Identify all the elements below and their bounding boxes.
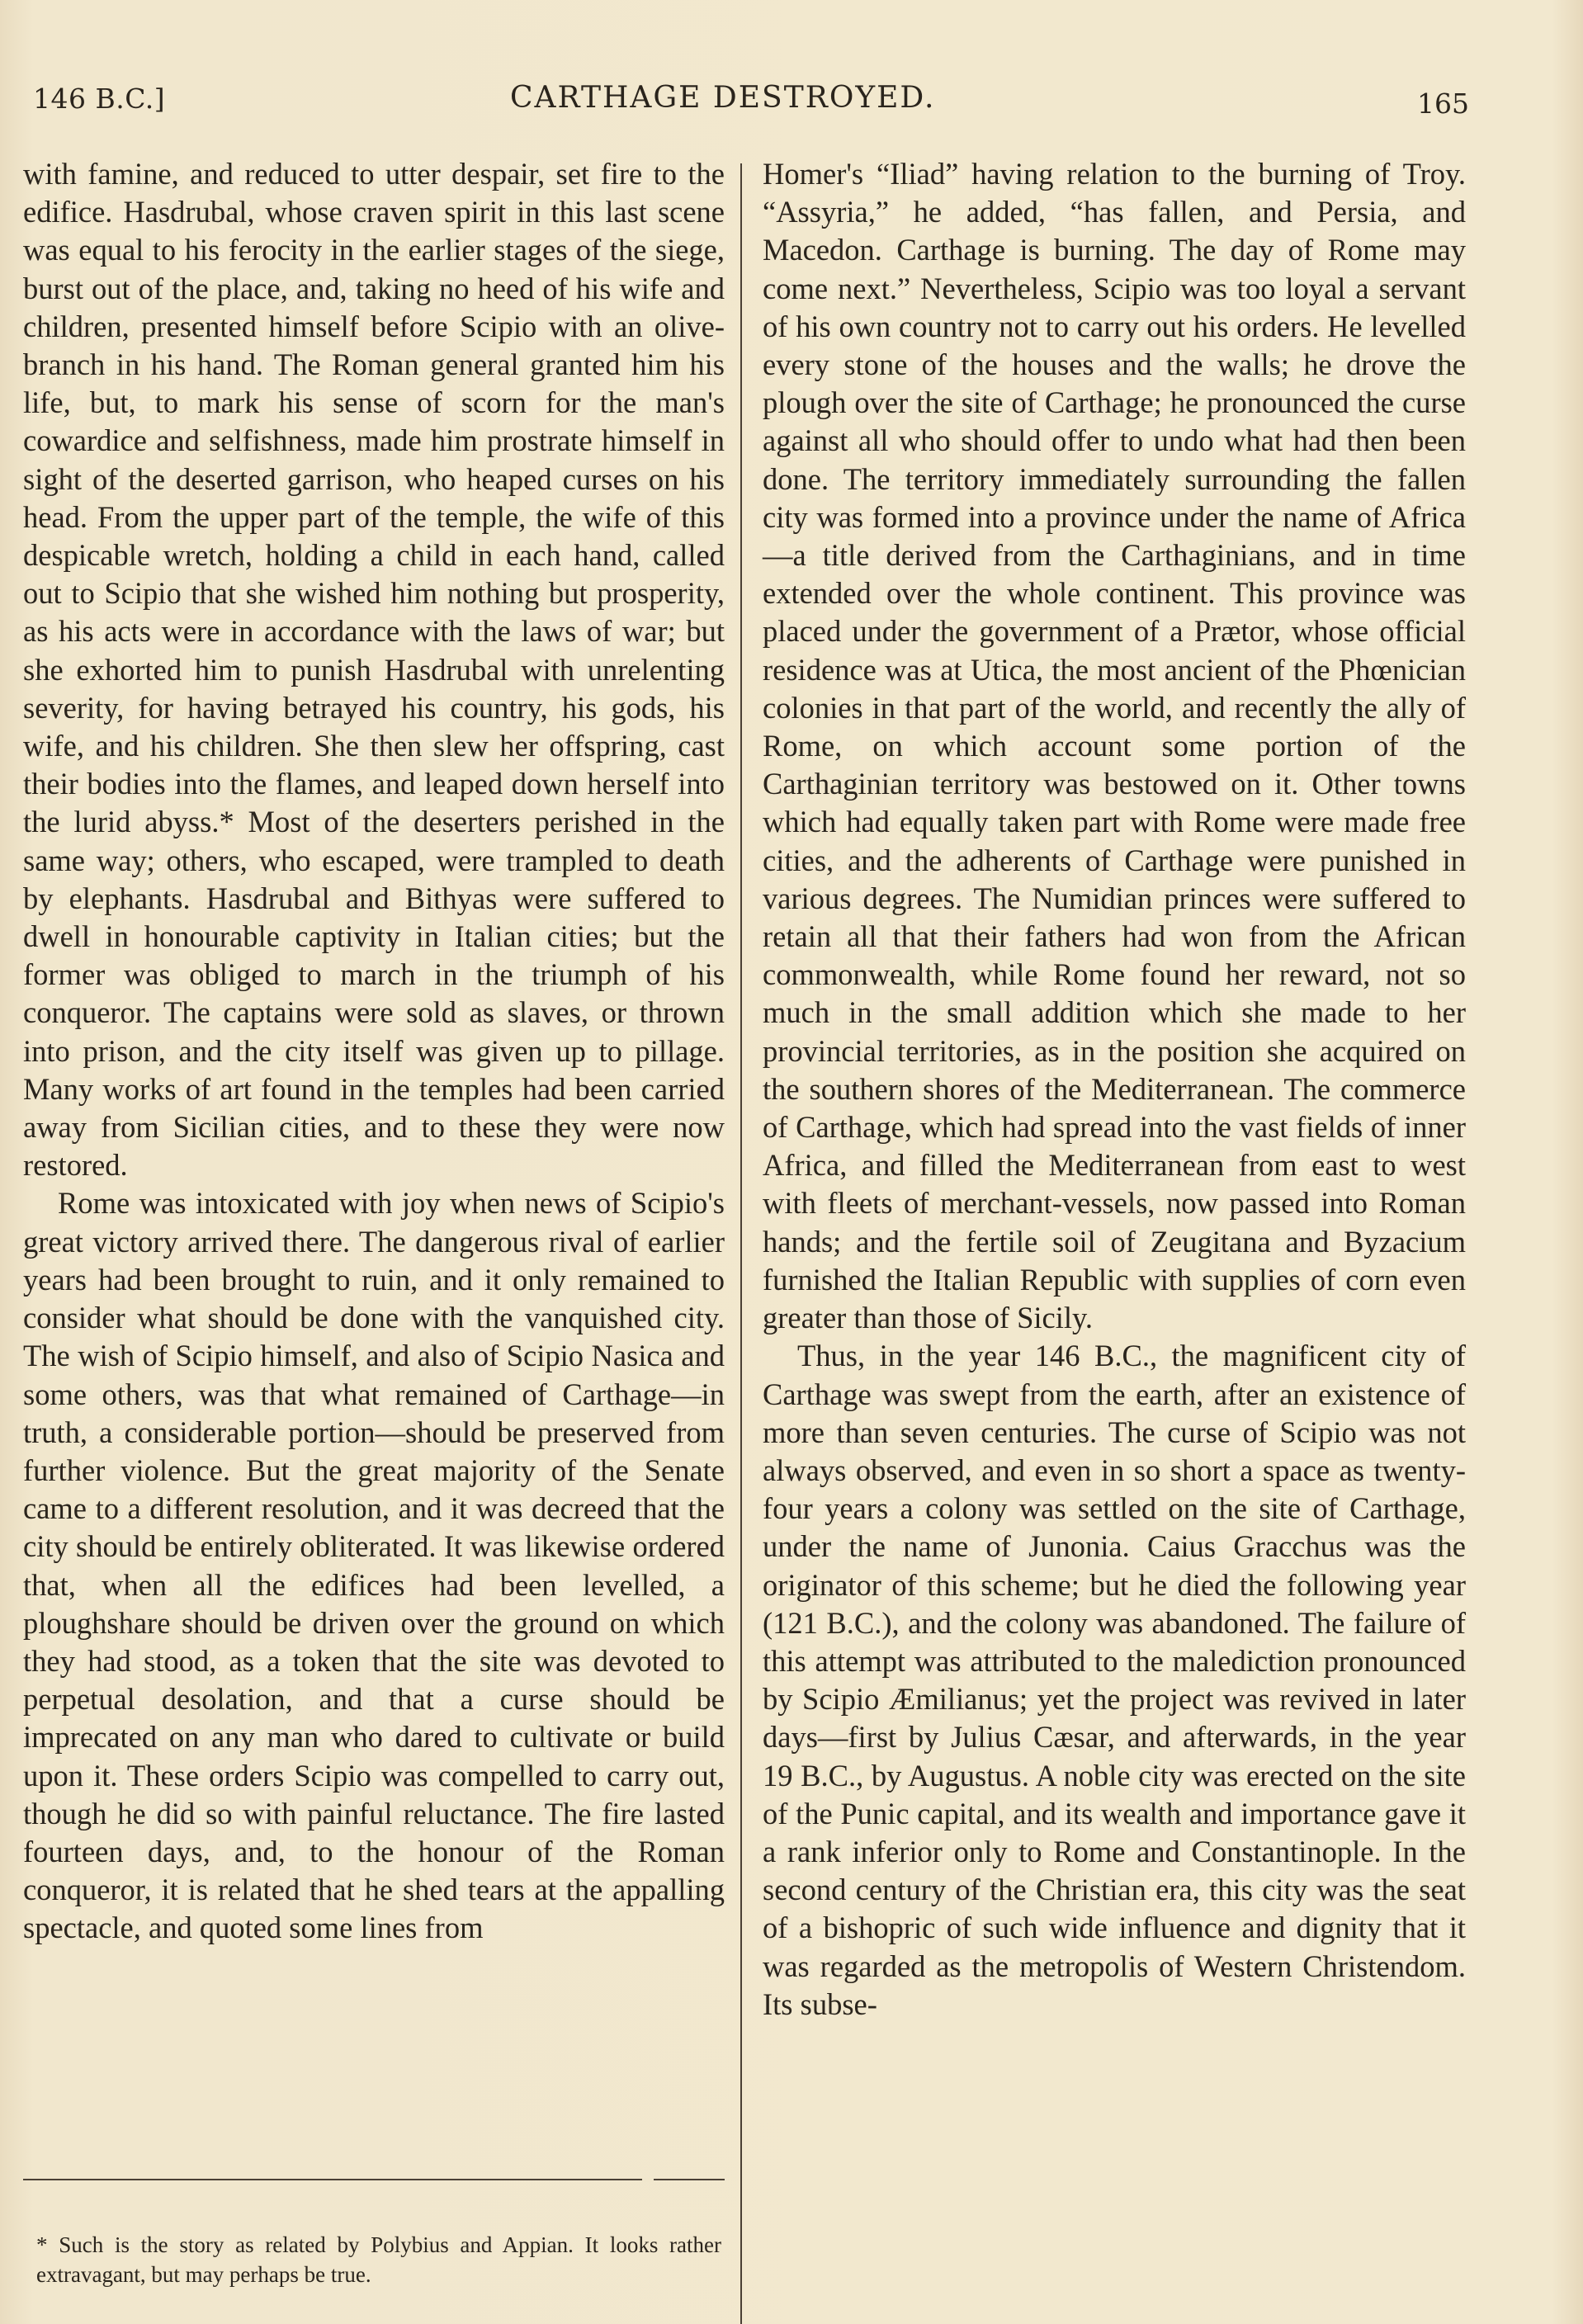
right-paragraph-2: Thus, in the year 146 B.C., the magnificent city of Carthage was swept from the earth, after an existence of more than seven centuries. The curse of Scipio was not always observed, and even in so short a space as twenty-four years a colony was settled on the site of Carthage, under the name of Junonia. Caius Gracchus was the originator of this scheme; but he died the following year (121 B.C.), and the colony was abandoned. The failure of this attempt was attributed to the malediction pronounced by Scipio Æmilianus; yet the project was revived in later days—first by Julius Cæsar, and afterwards, in the year 19 B.C., by Augustus. A noble city was erected on the site of the Punic capital, and its wealth and importance gave it a rank inferior only to Rome and Constantinople. In the second century of the Christian era, this city was the seat of a bishopric of such wide influence and dignity that it was regarded as the metropolis of Western Christendom. Its subse-	[763, 1339, 1466, 2021]
footnote-rule	[23, 2179, 725, 2180]
left-paragraph-1: with famine, and reduced to utter despair, set fire to the edifice. Hasdrubal, whose craven spirit in this last scene was equal to his ferocity in the earlier stages of the siege, burst out of the place, and, taking no heed of his wife and children, presented himself before Scipio with an olive-branch in his hand. The Roman general granted him his life, but, to mark his sense of scorn for the man's cowardice and selfishness, made him prostrate himself in sight of the deserted garrison, who heaped curses on his head. From the upper part of the temple, the wife of this despicable wretch, holding a child in each hand, called out to Scipio that she wished him nothing but prosperity, as his acts were in accordance with the laws of war; but she exhorted him to punish Hasdrubal with unrelenting severity, for having betrayed his country, his gods, his wife, and his children. She then slew her offspring, cast their bodies into the flames, and leaped down herself into the lurid abyss.* Most of the deserters perished in the same way; others, who escaped, were trampled to death by elephants. Hasdrubal and Bithyas were suffered to dwell in honourable captivity in Italian cities; but the former was obliged to march in the triumph of his conqueror. The captains were sold as slaves, or thrown into prison, and the city itself was given up to pillage. Many works of art found in the temples had been carried away from Sicilian cities, and to these they were now restored.	[23, 157, 725, 1183]
right-column	[763, 155, 1466, 2024]
page-number: 165	[1417, 87, 1469, 120]
footnote-rule-gap	[642, 2178, 654, 2182]
page-title: CARTHAGE DESTROYED.	[510, 81, 936, 115]
left-column	[23, 155, 725, 1948]
footnote: * Such is the story as related by Polybius and Appian. It looks rather extravagant, but may perhaps be true.	[36, 2232, 721, 2287]
header-date: 146 B.C.]	[33, 83, 166, 115]
running-header	[33, 76, 1469, 125]
column-divider	[740, 163, 742, 2324]
right-paragraph-1: Homer's “Iliad” having relation to the burning of Troy. “Assyria,” he added, “has fallen, and Persia, and Macedon. Carthage is burning. The day of Rome may come next.” Nevertheless, Scipio was too loyal a servant of his own country not to carry out his orders. He levelled every stone of the houses and the walls; he drove the plough over the site of Carthage; he pronounced the curse against all who should offer to undo what had then been done. The territory immediately surrounding the fallen city was formed into a province under the name of Africa—a title derived from the Carthaginians, and in time extended over the whole continent. This province was placed under the government of a Prætor, whose official residence was at Utica, the most ancient of the Phœnician colonies in that part of the world, and recently the ally of Rome, on which account some portion of the Carthaginian territory was bestowed on it. Other towns which had equally taken part with Rome were made free cities, and the adherents of Carthage were punished in various degrees. The Numidian princes were suffered to retain all that their fathers had won from the African commonwealth, while Rome found her reward, not so much in the small addition which she made to her provincial territories, as in the position she acquired on the southern shores of the Mediterranean. The commerce of Carthage, which had spread into the vast fields of inner Africa, and filled the Mediterranean from east to west with fleets of merchant-vessels, now passed into Roman hands; and the fertile soil of Zeugitana and Byzacium furnished the Italian Republic with supplies of corn even greater than those of Sicily.	[763, 157, 1466, 1335]
left-paragraph-2: Rome was intoxicated with joy when news of Scipio's great victory arrived there. The dangerous rival of earlier years had been brought to ruin, and it only remained to consider what should be done with the vanquished city. The wish of Scipio himself, and also of Scipio Nasica and some others, was that what remained of Carthage—in truth, a considerable portion—should be preserved from further violence. But the great majority of the Senate came to a different resolution, and it was decreed that the city should be entirely obliterated. It was likewise ordered that, when all the edifices had been levelled, a ploughshare should be driven over the ground on which they had stood, as a token that the site was devoted to perpetual desolation, and that a curse should be imprecated on any man who dared to cultivate or build upon it. These orders Scipio was compelled to carry out, though he did so with painful reluctance. The fire lasted fourteen days, and, to the honour of the Roman conqueror, it is related that he shed tears at the appalling spectacle, and quoted some lines from	[23, 1186, 725, 1945]
